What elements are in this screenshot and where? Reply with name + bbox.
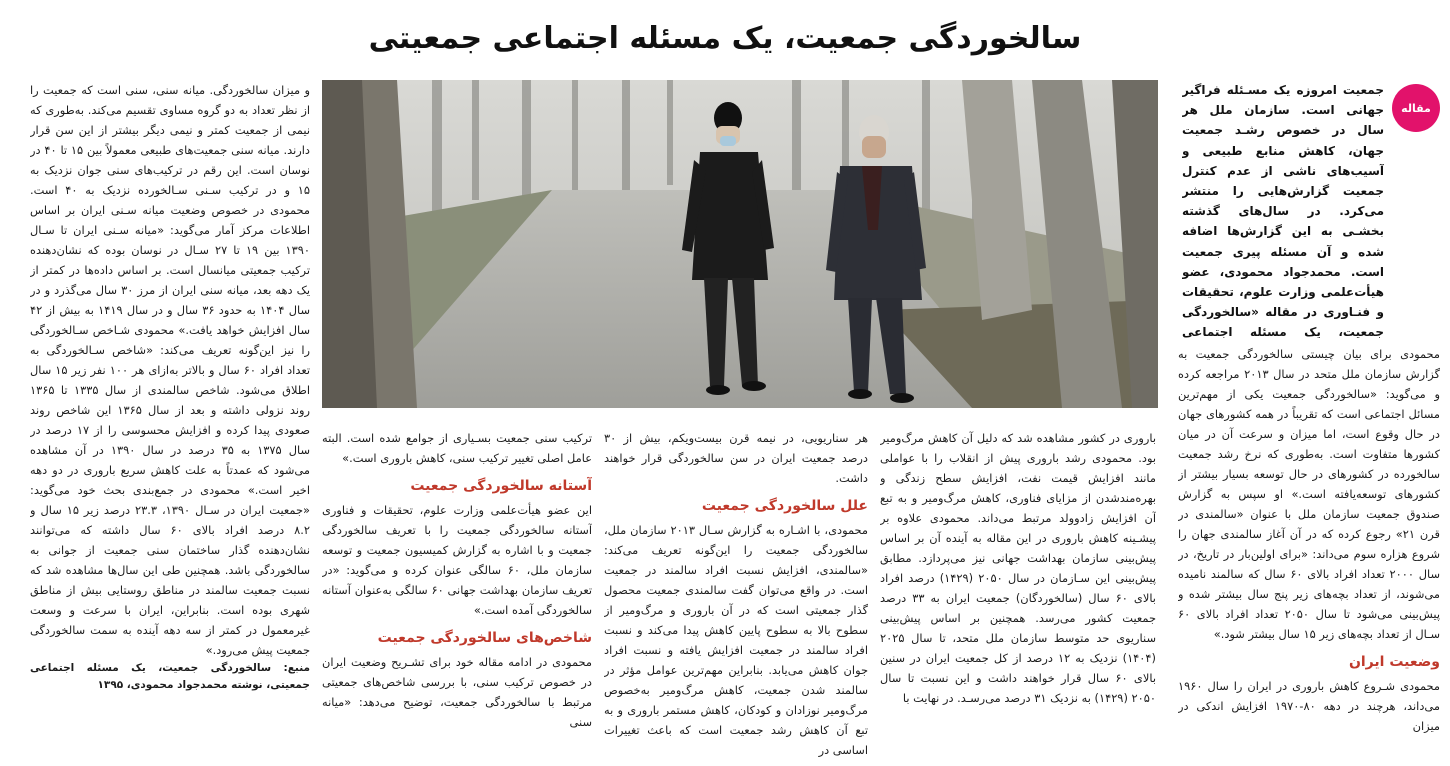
column-5 bbox=[30, 80, 310, 764]
column-lead bbox=[1182, 80, 1384, 342]
article-badge: مقاله bbox=[1392, 84, 1440, 132]
heading-causes: علل سالخوردگی جمعیت bbox=[701, 498, 868, 514]
column-2 bbox=[880, 428, 1156, 764]
column-3-paragraph-2: محمودی، با اشـاره به گزارش سـال ۲۰۱۳ سازمان ملل، سالخوردگی جمعیت را این‌گونه تعریف می‌کند: «سالمندی، افزایش نسبت افراد سالمند در جمعیت است. در واقع می‌توان گفت سالمندی جمعیت محصول گذار جمعیتی است که در آن باروری و مرگ‌ومیر از سطوح بالا به سطوح پایین کاهش پیدا می‌کند و نسبت افراد سالمند در جمعیت افزایش یافته و نسبت افراد جوان کاهش می‌یابد. بنابراین مهم‌ترین عوامل مؤثر در سالمند شدن جمعیت، کاهش مرگ‌ومیر به‌خصوص مرگ‌ومیر نوزادان و کودکان، کاهش مستمر باروری و به تبع آن کاهش رشد جمعیت است که باعث تغییرات اساسی در bbox=[604, 523, 868, 757]
column-4-paragraph-1: ترکیب سنی جمعیت بسـیاری از جوامع شده است. البته عامل اصلی تغییر ترکیب سنی، کاهش باروری است.» bbox=[322, 431, 592, 465]
heading-indices: شاخص‌های سالخوردگی جمعیت bbox=[377, 630, 592, 646]
heading-iran-status: وضعیت ایران bbox=[1348, 654, 1440, 670]
article-photo bbox=[322, 80, 1158, 408]
column-4-paragraph-2: این عضو هیأت‌علمی وزارت علوم، تحقیقات و فناوری آستانه سالخوردگی جمعیت را با تعریف سالخوردگی جمعیت و با اشاره به گزارش کمیسیون جمعیت و توسعه سازمان ملل، ۶۰ سالگی عنوان کرده و می‌گوید: «در تعریف سازمان بهداشت جهانی ۶۰ سالگی به‌عنوان آستانه سالخوردگی آمده است.» bbox=[322, 503, 592, 617]
column-5-paragraph: و میزان سالخوردگی. میانه سنی، سنی است که جمعیت را از نظر تعداد به دو گروه مساوی تقسیم می‌کند. به‌طوری که نیمی از جمعیت کمتر و نیمی دیگر بیشتر از این سن قرار دارند. میانه سنی جمعیت‌های طبیعی معمولاً بین ۱۵ تا ۴۰ در نوسان است. این رقم در ترکیب‌های سنی جوان نزدیک به ۱۵ و در ترکیب سـنی سـالخورده نزدیک به ۴۰ است. محمودی در خصوص وضعیت میانه سـنی ایران بر اساس اطلاعات مرکز آمار می‌گوید: «میانه سـنی ایران تا سـال ۱۳۹۰ بین ۱۹ تا ۲۷ سـال در نوسان بوده که نشان‌دهنده ترکیب جمعیتی میانسال است. بر اساس داده‌ها در کمتر از یک دهه بعد، میانه سنی ایران از مرز ۳۰ سال می‌گذرد و در سال ۱۴۰۴ به حدود ۳۶ سال و در سال ۱۴۱۹ به بیش از ۴۲ سال افزایش خواهد یافت.» محمودی شـاخص سـالخوردگی را نیز این‌گونه تعریف می‌کند: «شاخص سـالخوردگی به تعداد افراد ۶۰ سال و بالاتر به‌ازای هر ۱۰۰ نفر زیر ۱۵ سال اطلاق می‌شود. شاخص سالمندی از سال ۱۳۳۵ تا ۱۳۶۵ روند نزولی داشته و بعد از سال ۱۳۶۵ این شاخص روند صعودی پیدا کرده و افزایش محسوسی را از ۱۷ درصد در سال ۱۳۷۵ به ۳۵ درصد در سال ۱۳۹۰ در آن مشاهده می‌شود که عمدتاً به علت کاهش سریع باروری در دو دهه اخیر است.» محمودی در جمع‌بندی بحث خود می‌گوید: «جمعیت ایران در سـال ۱۳۹۰، ۲۳.۳ درصد زیر ۱۵ سال و ۸.۲ درصد افراد بالای ۶۰ سال داشته که می‌توانند نشان‌دهنده گذار ساختمان سنی جمعیت از جوانی به سالخوردگی باشد. همچنین طی این سال‌ها مشاهده شد که نسبت جمعیت سالمند در مناطق روستایی بیش از مناطق شهری بوده است. بنابراین، ایران با سرعت و وسعت غیرمعمول در کمتر از سه دهه آینده به سمت سالخوردگی جمعیت پیش می‌رود.» bbox=[30, 83, 310, 657]
source-citation: منبع: سالخوردگی جمعیت، یک مسئله اجتماعی جمعیتی، نوشته محمدجواد محمودی، ۱۳۹۵ bbox=[30, 662, 310, 691]
column-1-paragraph-2: محمودی شـروع کاهش باروری در ایران را سال ۱۹۶۰ می‌داند، هرچند در دهه ۸۰-۱۹۷۰ افزایش اندکی در میزان bbox=[1178, 679, 1440, 733]
article-title: سالخوردگی جمعیت، یک مسئله اجتماعی جمعیتی bbox=[368, 21, 1082, 56]
column-1 bbox=[1178, 344, 1440, 764]
heading-threshold: آستانه سالخوردگی جمعیت bbox=[410, 478, 592, 494]
lead-paragraph: جمعیت امروزه یک مسـئله فراگیر جهانی است. سازمان ملل هر سال در خصوص رشـد جمعیت جهان، کاهش منابع طبیعی و آسیب‌های ناشی از عدم کنترل جمعیت گزارش‌هایی را منتشر می‌کرد. در سال‌های گذشته بخشـی به این گزارش‌ها اضافه شده و آن مسئله پیری جمعیت است. محمدجواد محمودی، عضو هیأت‌علمی وزارت علوم، تحقیقات و فنـاوری در مقاله «سالخوردگی جمعیت، یک مسئله اجتماعی bbox=[1182, 83, 1384, 340]
column-4 bbox=[322, 428, 592, 764]
column-1-paragraph-1: محمودی برای بیان چیستی سالخوردگی جمعیت به گزارش سازمان ملل متحد در سال ۲۰۱۳ مراجعه کرده و می‌گوید: «سالخوردگی جمعیت یکی از مهم‌ترین مسائل اجتماعی است که تقریباً در همه کشورهای جهان در حال وقوع است، اما میزان و سرعت آن در میان کشورها متفاوت است. به‌طوری که نرخ رشد جمعیت سالخورده در کشورهای در حال توسعه بسیار بیشتر از کشورهای توسعه‌یافته است.» او سپس به گزارش صندوق جمعیت سازمان ملل با عنوان «سالمندی در قرن ۲۱» رجوع کرده که در آن آغاز سالمندی جهان را شروع هزاره سوم می‌داند: «برای اولین‌بار در تاریخ، در سال ۲۰۰۰ تعداد افراد بالای ۶۰ سال که سالمند نامیده می‌شوند، از تعداد بچه‌های زیر پنج سال بیشتر شده و پیش‌بینی می‌شود تا سال ۲۰۵۰ تعداد افراد بالای ۶۰ سـال از تعداد بچه‌های زیر ۱۵ سال بیشتر شود.» bbox=[1178, 347, 1440, 641]
photo-two-elderly-men-walking-icon bbox=[322, 80, 1158, 408]
column-3 bbox=[604, 428, 868, 764]
column-2-paragraph: باروری در کشور مشاهده شد که دلیل آن کاهش مرگ‌ومیر بود. محمودی رشد باروری پیش از انقلاب را با عواملی مانند افزایش قیمت نفت، افزایش سطح زندگی و بهره‌مندشدن از مزایای فناوری، کاهش مرگ‌ومیر و به تبع آن افزایش زادوولد مرتبط می‌داند. محمودی علاوه بر پیشـینه کاهش باروری در این مقاله به آینده آن بر اساس پیش‌بینی سازمان بهداشت جهانی نیز می‌پردازد. مطابق پیش‌بینی این سـازمان در سال ۲۰۵۰ (۱۴۲۹) درصد افراد بالای ۶۰ سال (سالخوردگان) جمعیت ایران به ۳۳ درصد جمعیت کشور می‌رسد. همچنین بر اساس پیش‌بینی سناریوی حد متوسط سازمان ملل متحد، تا سال ۲۰۲۵ (۱۴۰۴) نزدیک به ۱۲ درصد از کل جمعیت ایران در سنین بالای ۶۰ سال قرار خواهند داشت و این نسبت تا سال ۲۰۵۰ (۱۴۲۹) به نزدیک ۳۱ درصد می‌رسـد. در نهایت با bbox=[880, 431, 1156, 705]
column-3-paragraph-1: هر سناریویی، در نیمه قرن بیست‌ویکم، بیش از ۳۰ درصد جمعیت ایران در سن سالخوردگی قرار خواهند داشت. bbox=[604, 431, 868, 485]
column-4-paragraph-3: محمودی در ادامه مقاله خود برای تشـریح وضعیت ایران در خصوص ترکیب سنی، با بررسی شاخص‌های جمعیتی مرتبط با سالخوردگی جمعیت، توضیح می‌دهد: «میانه سنی bbox=[322, 655, 592, 729]
